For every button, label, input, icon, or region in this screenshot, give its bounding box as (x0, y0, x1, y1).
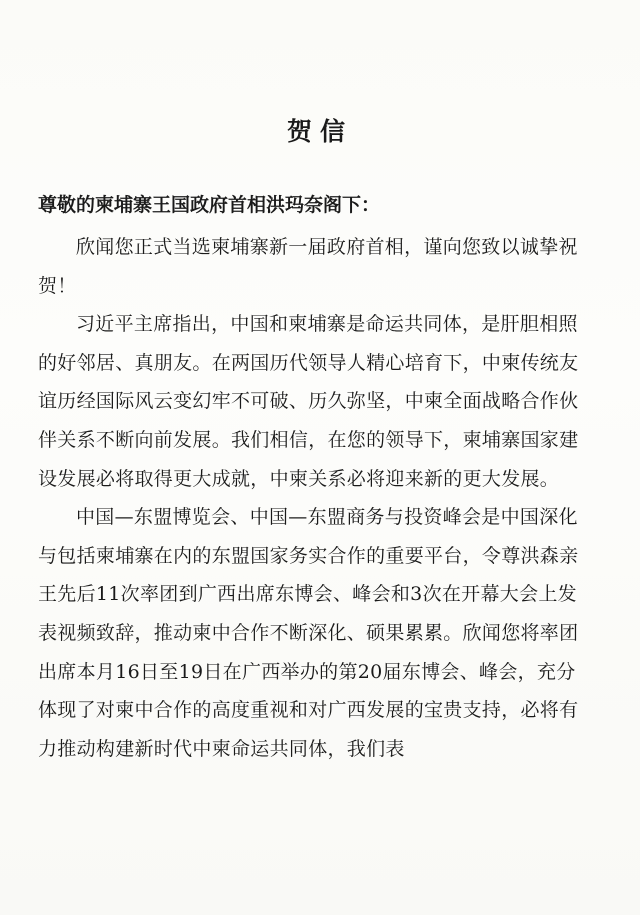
paragraph: 欣闻您正式当选柬埔寨新一届政府首相，谨向您致以诚挚祝贺！ (38, 236, 578, 297)
paragraph: 习近平主席指出，中国和柬埔寨是命运共同体，是肝胆相照的好邻居、真朋友。在两国历代领导人精心培育下，中柬传统友谊历经国际风云变幻牢不可破、历久弥坚，中柬全面战略合作伙伴关系不断向前发展。我们相信，在您的领导下，柬埔寨国家建设发展必将取得更大成就，中柬关系必将迎来新的更大发展。 (38, 313, 579, 490)
paragraph: 中国—东盟博览会、中国—东盟商务与投资峰会是中国深化与包括柬埔寨在内的东盟国家务实合作的重要平台，令尊洪森亲王先后11次率团到广西出席东博会、峰会和3次在开幕大会上发表视频致辞，推动柬中合作不断深化、硕果累累。欣闻您将率团出席本月16日至19日在广西举办的第20届东博会、峰会，充分体现了对柬中合作的高度重视和对广西发展的宝贵支持，必将有力推动构建新时代中柬命运共同体，我们表 (38, 506, 579, 760)
letter-title: 贺信 (286, 117, 353, 146)
salutation: 尊敬的柬埔寨王国政府首相洪玛奈阁下： (38, 194, 381, 216)
letter-body (38, 228, 593, 768)
